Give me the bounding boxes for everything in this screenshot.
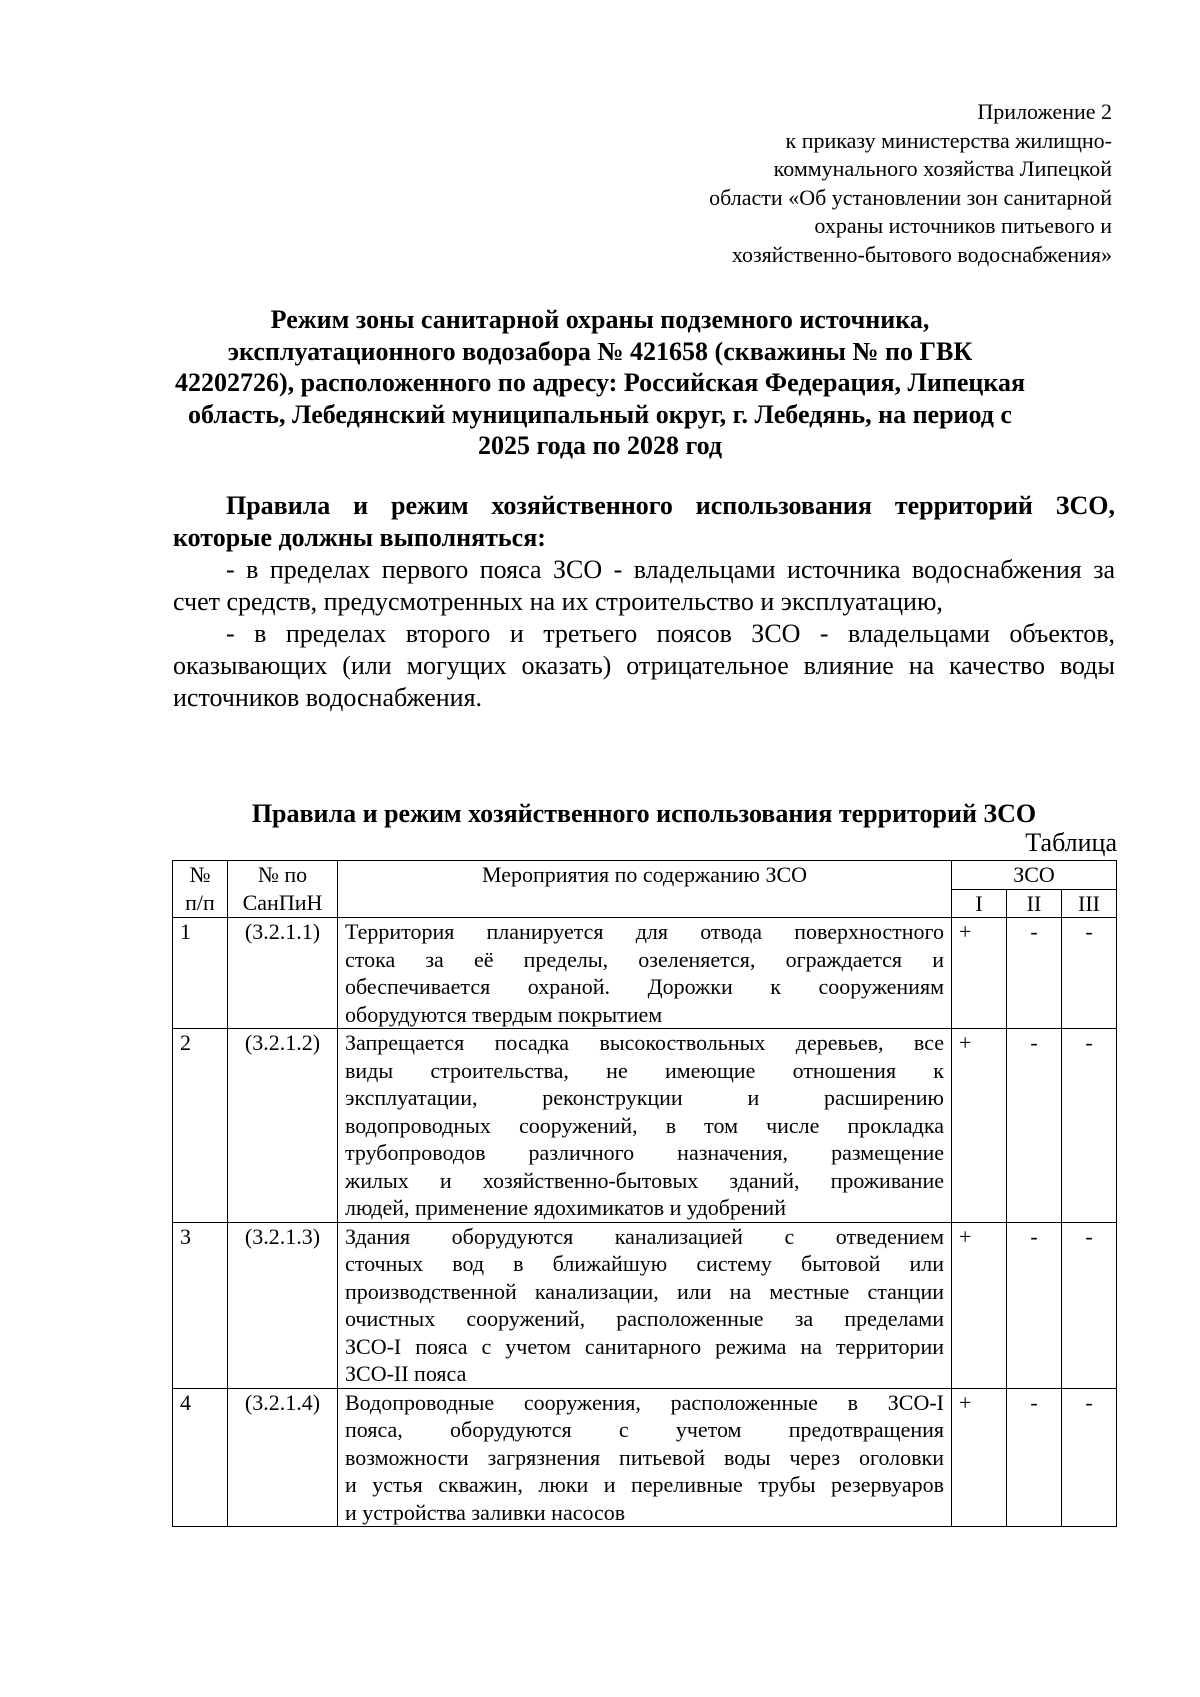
table-row bbox=[173, 1222, 1117, 1388]
description-line: и устройства заливки насосов bbox=[345, 1499, 626, 1525]
title-line: 42202726), расположенного по адресу: Российская Федерация, Липецкая bbox=[174, 368, 1026, 397]
description-line: производственной канализации, или на местные станции bbox=[345, 1278, 944, 1304]
row-num: 3 bbox=[173, 1222, 228, 1388]
row-sanpin: (3.2.1.2) bbox=[228, 1029, 338, 1223]
table-header-row bbox=[173, 861, 1117, 890]
row-zone-1: + bbox=[952, 1029, 1007, 1223]
description-line: жилых и хозяйственно-бытовых зданий, проживание bbox=[345, 1167, 944, 1193]
table-row bbox=[173, 918, 1117, 1029]
description-line: очистных сооружений, расположенные за пределами bbox=[345, 1306, 944, 1331]
description-line: Запрещается посадка высокоствольных деревьев, все bbox=[345, 1030, 944, 1055]
header-num-line2: п/п bbox=[185, 889, 215, 915]
row-num: 1 bbox=[173, 918, 228, 1029]
description-line: стока за её пределы, озеленяется, ограждается и bbox=[345, 946, 944, 972]
row-sanpin: (3.2.1.3) bbox=[228, 1222, 338, 1388]
row-sanpin: (3.2.1.1) bbox=[228, 918, 338, 1029]
description-line: ЗСО-II пояса bbox=[345, 1361, 467, 1386]
description-line: оборудуются твердым покрытием bbox=[345, 1001, 663, 1027]
header-num-line1: № bbox=[189, 862, 211, 887]
row-zone-3: - bbox=[1062, 1222, 1117, 1388]
table-row bbox=[173, 1388, 1117, 1527]
header-zone-3: III bbox=[1062, 889, 1117, 918]
row-zone-3: - bbox=[1062, 1388, 1117, 1527]
appendix-line: к приказу министерства жилищно- bbox=[785, 127, 1112, 153]
header-num bbox=[173, 861, 228, 918]
description-line: виды строительства, не имеющие отношения к bbox=[345, 1057, 944, 1083]
description-line: Водопроводные сооружения, расположенные в ЗСО-I bbox=[345, 1389, 944, 1415]
title-line: область, Лебедянский муниципальный округ, г. Лебедянь, на период с bbox=[188, 399, 1012, 429]
header-measures: Мероприятия по содержанию ЗСО bbox=[338, 861, 952, 918]
header-zso: ЗСО bbox=[952, 861, 1117, 890]
row-description bbox=[338, 1222, 952, 1388]
header-sanpin bbox=[228, 861, 338, 918]
row-zone-3: - bbox=[1062, 918, 1117, 1029]
row-sanpin: (3.2.1.4) bbox=[228, 1388, 338, 1527]
appendix-line: коммунального хозяйства Липецкой bbox=[773, 156, 1112, 181]
description-line: ЗСО-I пояса с учетом санитарного режима на территории bbox=[345, 1333, 944, 1359]
rules-section bbox=[173, 490, 1115, 714]
description-line: Здания оборудуются канализацией с отведением bbox=[345, 1223, 944, 1249]
row-zone-1: + bbox=[952, 1388, 1007, 1527]
title-line: эксплуатационного водозабора № 421658 (скважины № по ГВК bbox=[227, 336, 973, 366]
header-sanpin-line2: СанПиН bbox=[242, 889, 323, 915]
row-zone-2: - bbox=[1007, 918, 1062, 1029]
header-zone-2: II bbox=[1007, 889, 1062, 918]
description-line: возможности загрязнения питьевой воды через оголовки bbox=[345, 1444, 944, 1470]
description-line: водопроводных сооружений, в том числе прокладка bbox=[345, 1112, 944, 1138]
section-paragraph-1: - в пределах первого пояса ЗСО - владельцами источника водоснабжения за счет средств, предусмотренных на их строительство и эксплуатацию, bbox=[173, 555, 1115, 616]
header-zone-1: I bbox=[952, 889, 1007, 918]
row-zone-2: - bbox=[1007, 1388, 1062, 1527]
title-line: Режим зоны санитарной охраны подземного источника, bbox=[270, 305, 930, 334]
description-line: пояса, оборудуются с учетом предотвращения bbox=[345, 1417, 944, 1442]
section-heading: Правила и режим хозяйственного использования территорий ЗСО, которые должны выполняться: bbox=[173, 491, 1115, 552]
header-sanpin-line1: № по bbox=[257, 862, 308, 887]
row-zone-2: - bbox=[1007, 1029, 1062, 1223]
appendix-line: области «Об установлении зон санитарной bbox=[709, 184, 1112, 210]
row-description bbox=[338, 1029, 952, 1223]
description-line: людей, применение ядохимикатов и удобрений bbox=[345, 1195, 786, 1220]
row-description bbox=[338, 1388, 952, 1527]
description-line: Территория планируется для отвода поверхностного bbox=[345, 919, 944, 944]
appendix-line: охраны источников питьевого и bbox=[814, 213, 1112, 238]
table-caption: Таблица bbox=[1025, 828, 1117, 857]
row-num: 4 bbox=[173, 1388, 228, 1527]
description-line: сточных вод в ближайшую систему бытовой или bbox=[345, 1251, 944, 1276]
title-line: 2025 года по 2028 год bbox=[477, 431, 723, 460]
section-paragraph-2: - в пределах второго и третьего поясов ЗСО - владельцами объектов, оказывающих (или могущих оказать) отрицательное влияние на качество воды источников водоснабжения. bbox=[173, 619, 1115, 712]
description-line: обеспечивается охраной. Дорожки к сооружениям bbox=[345, 974, 944, 999]
table-row bbox=[173, 1029, 1117, 1223]
appendix-line: хозяйственно-бытового водоснабжения» bbox=[731, 241, 1112, 267]
row-zone-1: + bbox=[952, 918, 1007, 1029]
zso-table bbox=[172, 860, 1117, 1527]
document-title bbox=[150, 304, 1050, 462]
description-line: и устья скважин, люки и переливные трубы резервуаров bbox=[345, 1472, 944, 1497]
row-zone-3: - bbox=[1062, 1029, 1117, 1223]
row-num: 2 bbox=[173, 1029, 228, 1223]
table-heading: Правила и режим хозяйственного использования территорий ЗСО bbox=[251, 799, 1037, 828]
row-description bbox=[338, 918, 952, 1029]
description-line: трубопроводов различного назначения, размещение bbox=[345, 1140, 944, 1165]
description-line: эксплуатации, реконструкции и расширению bbox=[345, 1085, 944, 1110]
row-zone-2: - bbox=[1007, 1222, 1062, 1388]
appendix-line: Приложение 2 bbox=[977, 99, 1112, 124]
row-zone-1: + bbox=[952, 1222, 1007, 1388]
appendix-note bbox=[552, 98, 1112, 269]
